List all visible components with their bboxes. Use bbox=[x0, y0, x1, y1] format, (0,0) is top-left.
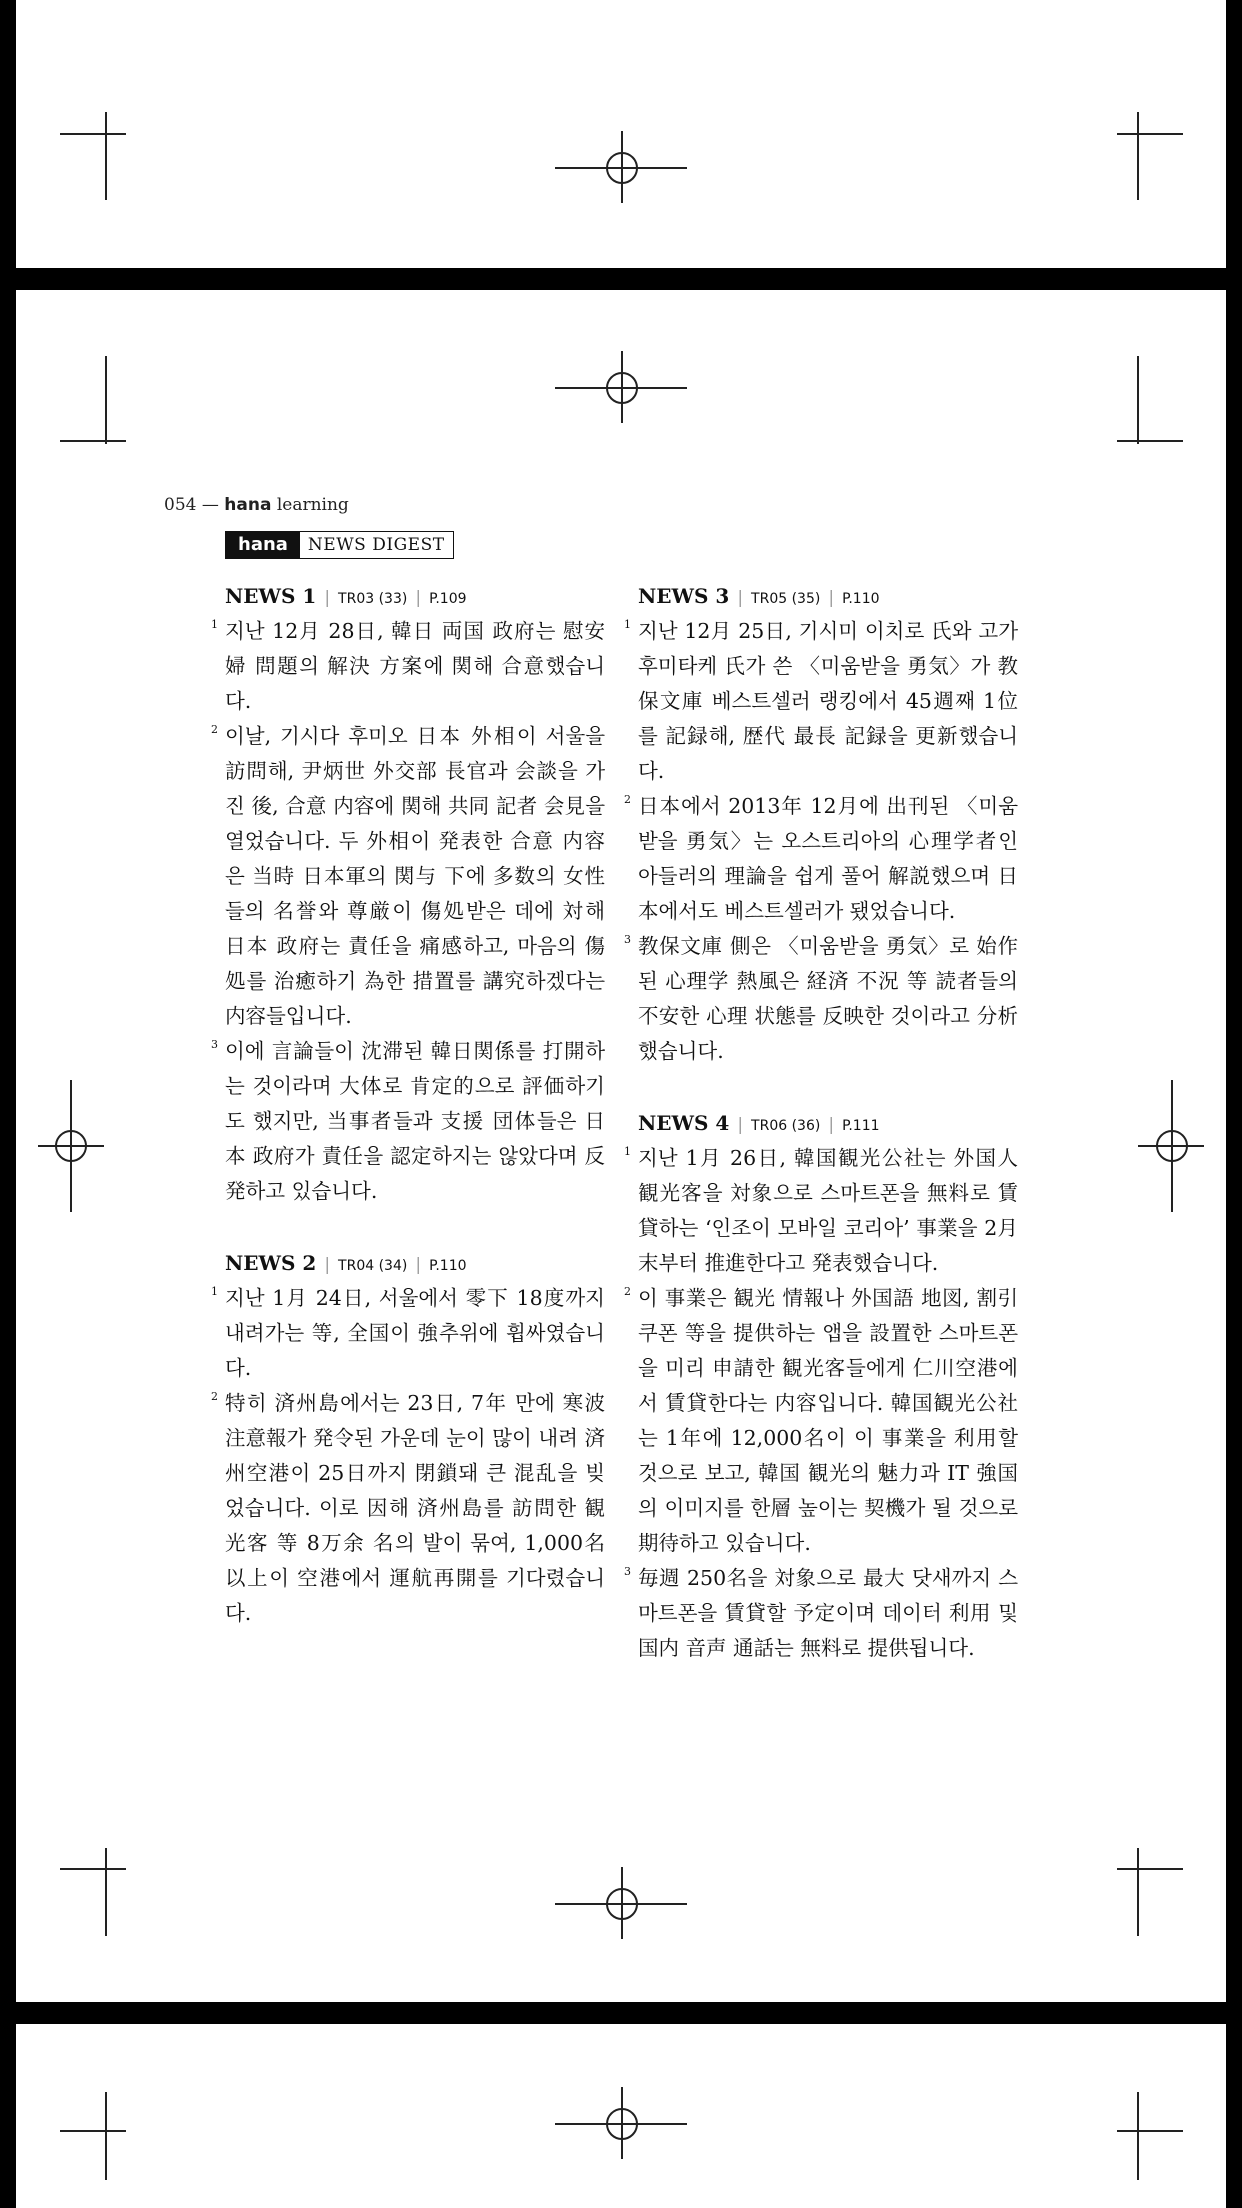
divider: | bbox=[324, 1255, 331, 1275]
news-paragraph bbox=[211, 1386, 605, 1631]
paragraph-number: 1 bbox=[211, 618, 218, 631]
track-number: TR05 (35) bbox=[751, 591, 821, 607]
paragraph-number: 3 bbox=[624, 933, 631, 946]
registration-target-icon bbox=[606, 1888, 638, 1920]
paragraph-number: 2 bbox=[624, 793, 631, 806]
news-paragraph bbox=[624, 789, 1018, 929]
paragraph-text: 이에 言論들이 沈滞된 韓日関係를 打開하는 것이라며 大体로 肯定的으로 評価하기도 했지만, 当事者들과 支援 団体들은 日本 政府가 責任을 認定하지는 않았다며 反発하고 있습니다. bbox=[225, 1039, 605, 1203]
page-reference: P.111 bbox=[842, 1118, 880, 1134]
paragraph-number: 2 bbox=[624, 1285, 631, 1298]
news-paragraph bbox=[211, 719, 605, 1034]
track-number: TR03 (33) bbox=[338, 591, 408, 607]
paragraph-number: 1 bbox=[624, 618, 631, 631]
paragraph-text: 지난 12月 28日, 韓日 両国 政府는 慰安婦 問題의 解決 方案에 関해 合意했습니다. bbox=[225, 619, 605, 713]
news-paragraph bbox=[211, 614, 605, 719]
folio-brand: hana bbox=[224, 495, 272, 515]
track-number: TR06 (36) bbox=[751, 1118, 821, 1134]
news-2-header bbox=[225, 1245, 605, 1281]
paragraph-text: 特히 済州島에서는 23日, 7年 만에 寒波注意報가 発令된 가운데 눈이 많이 내려 済州空港이 25日까지 閉鎖돼 큰 混乱을 빚었습니다. 이로 因해 済州島를 訪問한 観光客 等 8万余 名의 발이 묶여, 1,000名 以上이 空港에서 運航再開를 기다렸습니다. bbox=[225, 1391, 605, 1625]
paragraph-text: 毎週 250名을 対象으로 最大 닷새까지 스마트폰을 賃貸할 予定이며 데이터 利用 및 国内 音声 通話는 無料로 提供됩니다. bbox=[638, 1566, 1018, 1660]
track-number: TR04 (34) bbox=[338, 1258, 408, 1274]
divider: | bbox=[415, 1255, 422, 1275]
paragraph-text: 日本에서 2013年 12月에 出刊된 〈미움받을 勇気〉는 오스트리아의 心理学者인 아들러의 理論을 쉽게 풀어 解説했으며 日本에서도 베스트셀러가 됐었습니다. bbox=[638, 794, 1018, 923]
page-folio bbox=[164, 495, 349, 515]
divider: | bbox=[324, 588, 331, 608]
news-paragraph bbox=[624, 1141, 1018, 1281]
news-title: NEWS 4 bbox=[638, 1111, 730, 1135]
news-paragraph bbox=[624, 929, 1018, 1069]
page-reference: P.110 bbox=[842, 591, 880, 607]
news-title: NEWS 1 bbox=[225, 584, 317, 608]
news-paragraph bbox=[211, 1281, 605, 1386]
news-digest-badge bbox=[225, 531, 454, 559]
paragraph-number: 3 bbox=[624, 1565, 631, 1578]
paragraph-number: 1 bbox=[624, 1145, 631, 1158]
news-title: NEWS 2 bbox=[225, 1251, 317, 1275]
left-column bbox=[211, 578, 605, 1631]
divider: | bbox=[737, 1115, 744, 1135]
news-paragraph bbox=[624, 1561, 1018, 1666]
news-paragraph bbox=[624, 1281, 1018, 1561]
news-paragraph bbox=[624, 614, 1018, 789]
right-column bbox=[624, 578, 1018, 1666]
divider: | bbox=[415, 588, 422, 608]
news-1-header bbox=[225, 578, 605, 614]
folio-dash: — bbox=[201, 495, 225, 515]
divider: | bbox=[828, 1115, 835, 1135]
registration-target-icon bbox=[1156, 1130, 1188, 1162]
page-reference: P.110 bbox=[429, 1258, 467, 1274]
paragraph-number: 1 bbox=[211, 1285, 218, 1298]
page-reference: P.109 bbox=[429, 591, 467, 607]
paragraph-number: 2 bbox=[211, 1390, 218, 1403]
hana-logo: hana bbox=[226, 532, 300, 558]
page-number: 054 bbox=[164, 495, 197, 515]
registration-target-icon bbox=[55, 1130, 87, 1162]
paragraph-text: 지난 12月 25日, 기시미 이치로 氏와 고가 후미타케 氏가 쓴 〈미움받을 勇気〉가 教保文庫 베스트셀러 랭킹에서 45週째 1位를 記録해, 歴代 最長 記録을 更新했습니다. bbox=[638, 619, 1018, 783]
paragraph-number: 2 bbox=[211, 723, 218, 736]
news-paragraph bbox=[211, 1034, 605, 1209]
paragraph-text: 지난 1月 24日, 서울에서 零下 18度까지 내려가는 等, 全国이 強추위에 휩싸였습니다. bbox=[225, 1286, 605, 1380]
paragraph-text: 이날, 기시다 후미오 日本 外相이 서울을 訪問해, 尹炳世 外交部 長官과 会談을 가진 後, 合意 内容에 関해 共同 記者 会見을 열었습니다. 두 外相이 発表한 合意 内容은 当時 日本軍의 関与 下에 多数의 女性들의 名誉와 尊厳이 傷処받은 데에 対해 日本 政府는 責任을 痛感하고, 마음의 傷処를 治癒하기 為한 措置를 講究하겠다는 内容들입니다. bbox=[225, 724, 605, 1028]
registration-target-icon bbox=[606, 372, 638, 404]
registration-target-icon bbox=[606, 2108, 638, 2140]
news-3-header bbox=[638, 578, 1018, 614]
news-digest-label: NEWS DIGEST bbox=[307, 535, 445, 555]
paragraph-text: 教保文庫 側은 〈미움받을 勇気〉로 始作된 心理学 熱風은 経済 不況 等 読者들의 不安한 心理 状態를 反映한 것이라고 分析했습니다. bbox=[638, 934, 1018, 1063]
paragraph-number: 3 bbox=[211, 1038, 218, 1051]
news-title: NEWS 3 bbox=[638, 584, 730, 608]
main-page bbox=[16, 290, 1226, 2002]
news-4-header bbox=[638, 1105, 1018, 1141]
registration-target-icon bbox=[606, 152, 638, 184]
paragraph-text: 지난 1月 26日, 韓国観光公社는 外国人 観光客을 対象으로 스마트폰을 無料로 賃貸하는 ‘인조이 모바일 코리아’ 事業을 2月 末부터 推進한다고 発表했습니다. bbox=[638, 1146, 1018, 1275]
divider: | bbox=[737, 588, 744, 608]
divider: | bbox=[828, 588, 835, 608]
paragraph-text: 이 事業은 観光 情報나 外国語 地図, 割引 쿠폰 等을 提供하는 앱을 設置한 스마트폰을 미리 申請한 観光客들에게 仁川空港에서 賃貸한다는 内容입니다. 韓国観光公社는 1年에 12,000名이 이 事業을 利用할 것으로 보고, 韓国 観光의 魅力과 IT 強国의 이미지를 한層 높이는 契機가 될 것으로 期待하고 있습니다. bbox=[638, 1286, 1018, 1555]
folio-suffix: learning bbox=[276, 495, 349, 515]
